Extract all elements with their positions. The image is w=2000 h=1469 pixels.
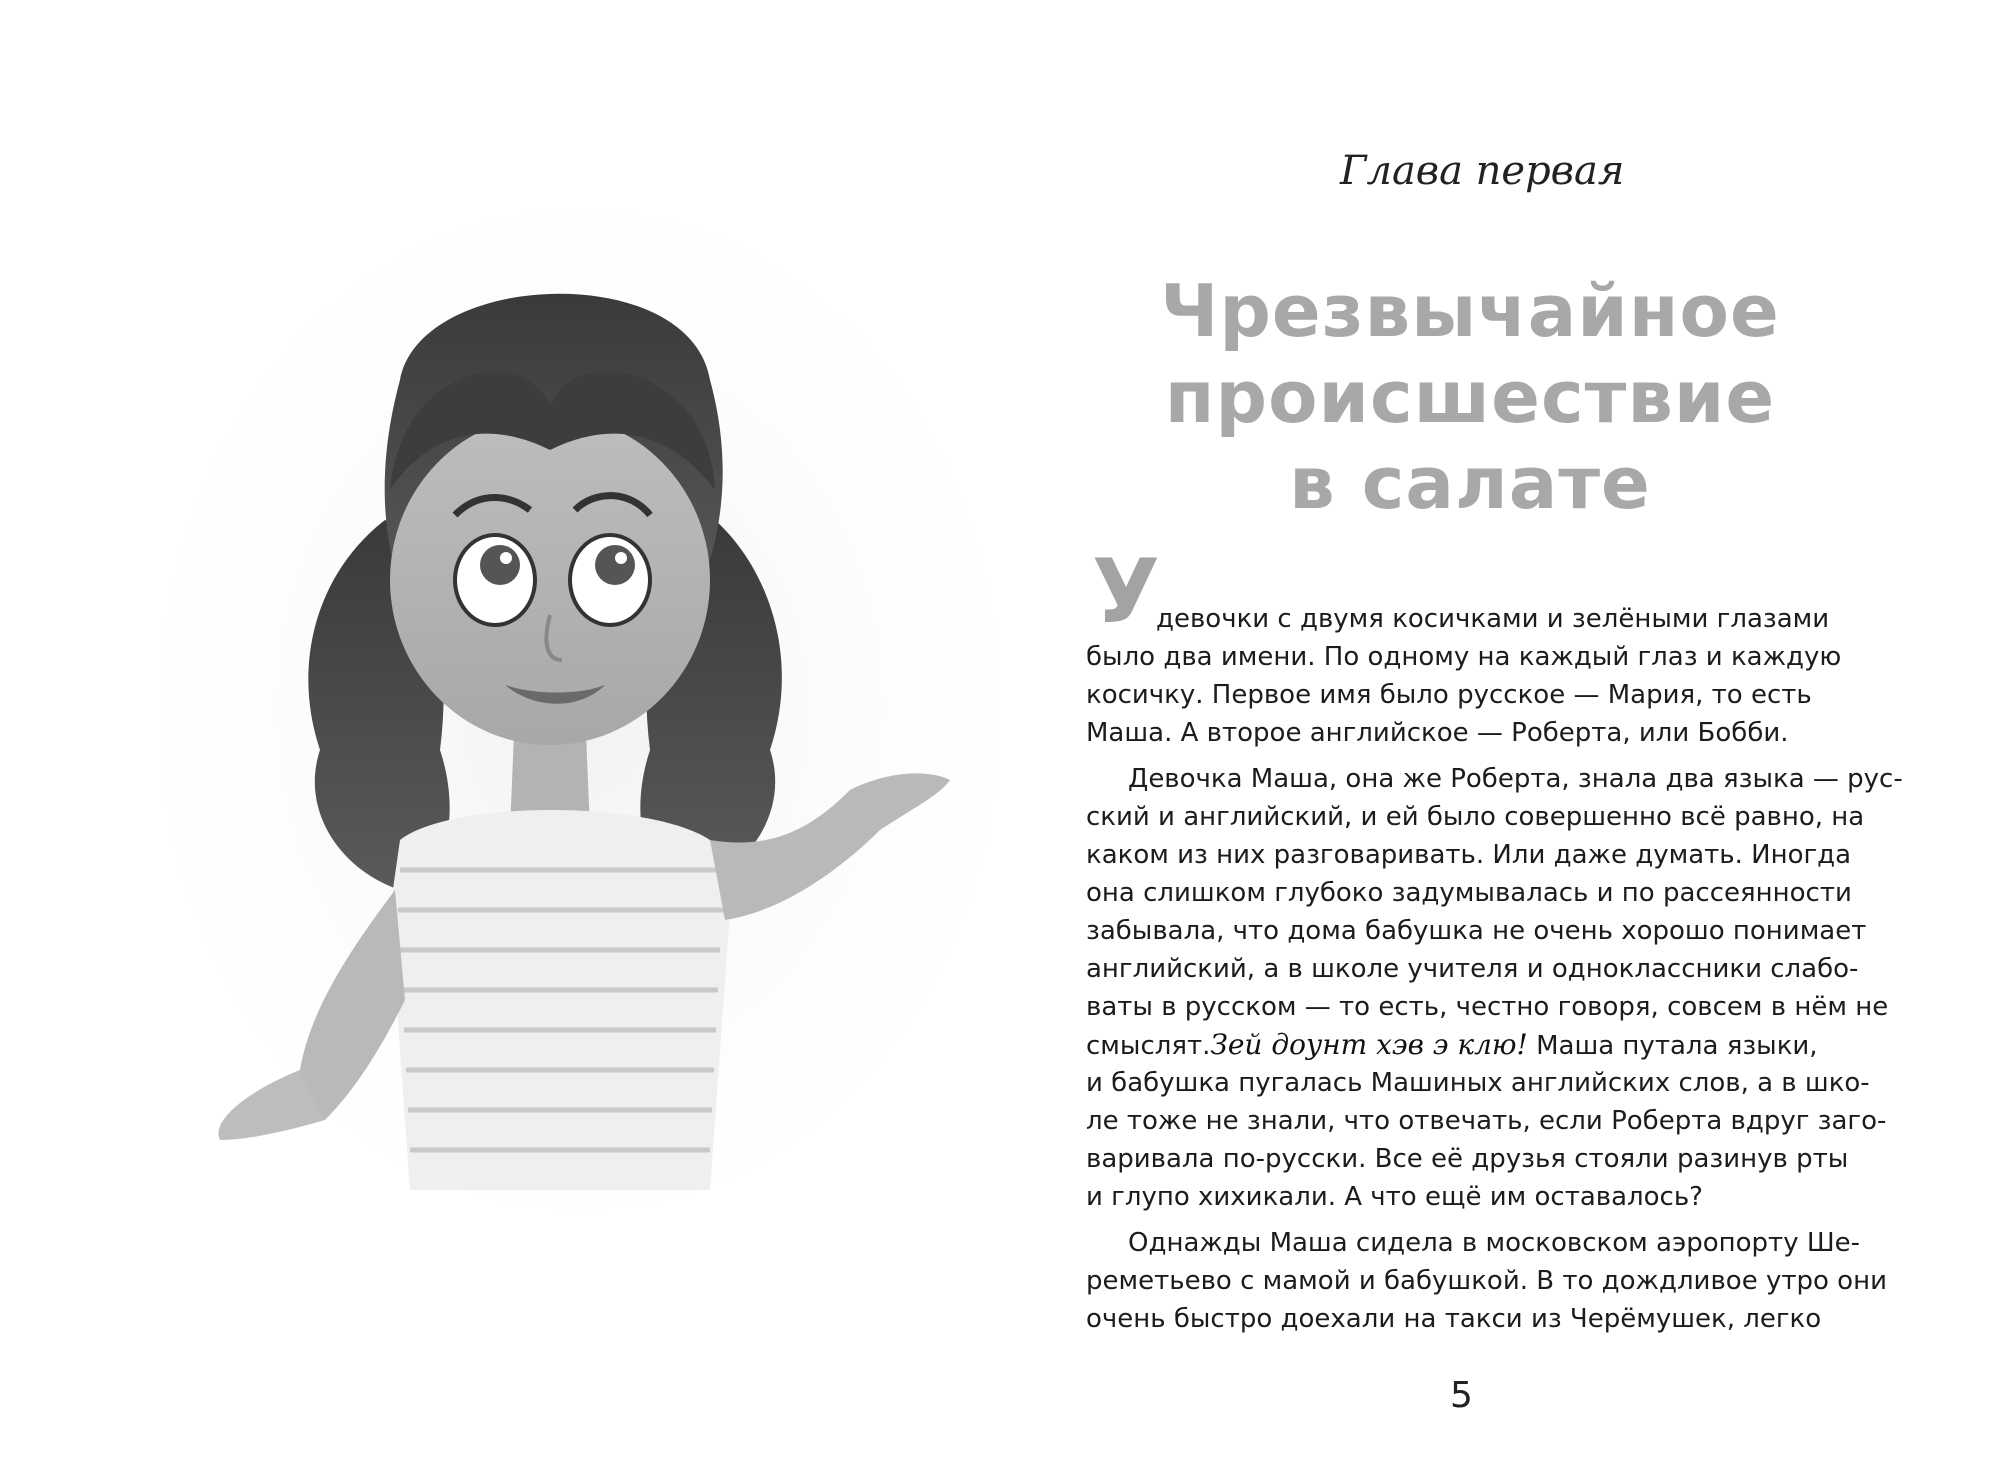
chapter-title-line: происшествие	[1164, 355, 1776, 439]
body-text	[1086, 600, 1903, 1338]
chapter-title-line: Чрезвычайное	[1160, 269, 1780, 353]
chapter-title-line: в салате	[1289, 441, 1651, 525]
text-line: и бабушка пугалась Машиных английских слов, а в шко-	[1086, 1068, 1870, 1098]
drop-cap: У	[1092, 540, 1160, 643]
text-line: ваты в русском — то есть, честно говоря, совсем в нём не	[1086, 992, 1889, 1022]
handwritten-phrase: Зей доунт хэв э клю!	[1210, 1028, 1528, 1061]
text-line: Девочка Маша, она же Роберта, знала два языка — рус-	[1128, 764, 1903, 794]
text-line: девочки с двумя косичками и зелёными глазами	[1156, 604, 1830, 634]
text-line: она слишком глубоко задумывалась и по рассеянности	[1086, 878, 1852, 908]
text-line: ский и английский, и ей было совершенно всё равно, на	[1086, 802, 1865, 832]
text-line: очень быстро доехали на такси из Черёмушек, легко	[1086, 1304, 1822, 1334]
text-line: варивала по-русски. Все её друзья стояли разинув рты	[1086, 1144, 1849, 1174]
text-line: забывала, что дома бабушка не очень хорошо понимает	[1086, 916, 1867, 946]
text-line: и глупо хихикали. А что ещё им оставалось?	[1086, 1182, 1703, 1212]
text-line: английский, а в школе учителя и одноклассники слабо-	[1086, 954, 1859, 984]
text-line: каком из них разговаривать. Или даже думать. Иногда	[1086, 840, 1852, 870]
text-line: ле тоже не знали, что отвечать, если Роберта вдруг заго-	[1086, 1106, 1887, 1136]
chapter-title	[1160, 268, 1780, 526]
text-line: было два имени. По одному на каждый глаз и каждую	[1086, 642, 1842, 672]
text-line: реметьево с мамой и бабушкой. В то дождливое утро они	[1086, 1266, 1887, 1296]
text-fragment: Маша путала языки,	[1527, 1031, 1818, 1061]
text-fragment: смыслят.	[1086, 1031, 1211, 1061]
text-line: косичку. Первое имя было русское — Мария, то есть	[1086, 680, 1812, 710]
text-line-with-script	[1086, 1026, 1846, 1064]
girl-with-pigtails-icon	[150, 190, 1010, 1220]
text-line: Маша. А второе английское — Роберта, или Бобби.	[1086, 718, 1789, 748]
page-number: 5	[1450, 1375, 1473, 1416]
text-line: Однажды Маша сидела в московском аэропорту Ше-	[1128, 1228, 1861, 1258]
chapter-label: Глава первая	[1340, 148, 1625, 194]
